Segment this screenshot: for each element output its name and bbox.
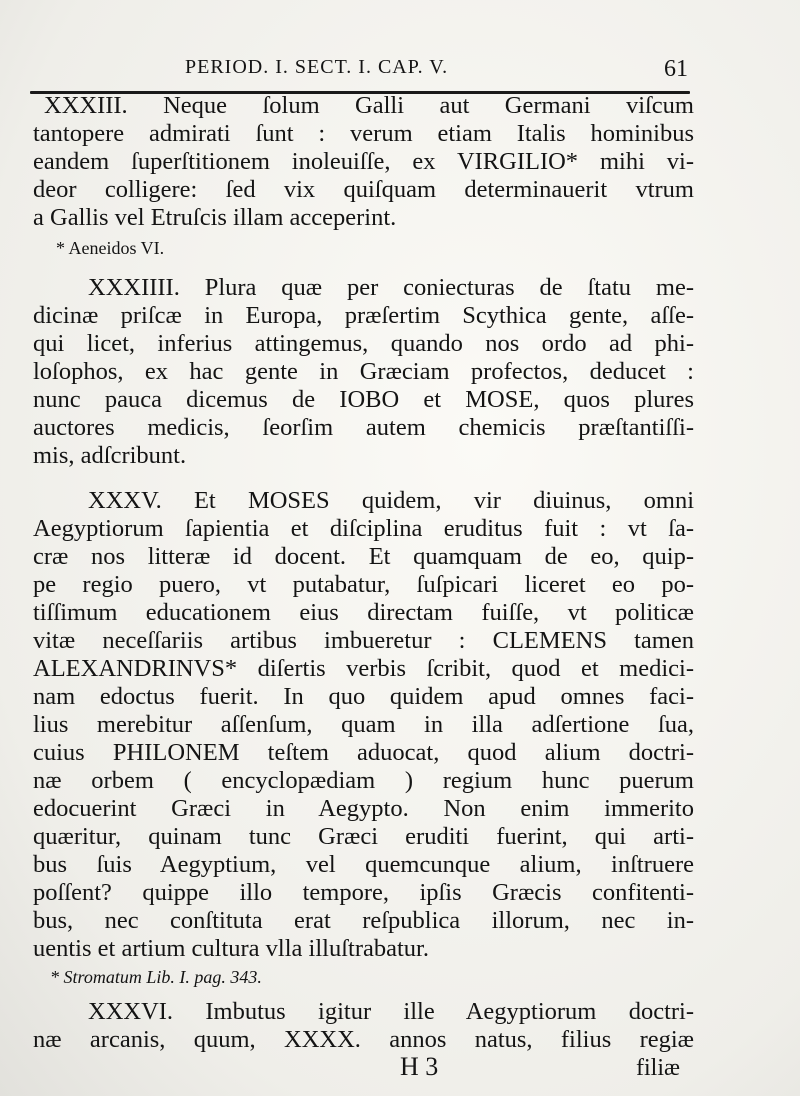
paragraph-34-line-5: nunc pauca dicemus de IOBO et MOSE, quos plures [33,386,694,413]
paragraph-35-line-14: bus ſuis Aegyptium, vel quemcunque alium, inſtruere [33,851,694,878]
paragraph-35-line-15: poſſent? quippe illo tempore, ipſis Græcis confitenti- [33,879,694,906]
paragraph-35-line-9: lius merebitur aſſenſum, quam in illa adſertione ſua, [33,711,694,738]
paragraph-34-line-3: qui licet, inferius attingemus, quando nos ordo ad phi- [33,330,694,357]
paragraph-35-line-1: XXXV. Et MOSES quidem, vir diuinus, omni [88,487,694,514]
paragraph-36-line-2: næ arcanis, quum, XXXX. annos natus, filius regiæ [33,1026,694,1053]
paragraph-33-line-3: eandem ſuperſtitionem inoleuiſſe, ex VIRGILIO* mihi vi- [33,148,694,175]
footnote-stromatum: * Stromatum Lib. I. pag. 343. [50,967,262,987]
paragraph-33-line-2: tantopere admirati ſunt : verum etiam Italis hominibus [33,120,694,147]
paragraph-35-line-13: quæritur, quinam tunc Græci eruditi fuerint, qui arti- [33,823,694,850]
paragraph-33-line-1: XXXIII. Neque ſolum Galli aut Germani viſcum [44,92,694,119]
catchword: filiæ [636,1055,681,1081]
paragraph-35-line-5: tiſſimum educationem eius directam fuiſſe, vt politicæ [33,599,694,626]
paragraph-34-line-1: XXXIIII. Plura quæ per coniecturas de ſtatu me- [88,274,694,301]
paragraph-35-line-17: uentis et artium cultura vlla illuſtrabatur. [33,935,429,962]
signature-mark: H 3 [400,1052,439,1081]
footnote-aeneidos: * Aeneidos VI. [56,238,165,258]
paragraph-35-line-2: Aegyptiorum ſapientia et diſciplina eruditus fuit : vt ſa- [33,515,694,542]
running-title: PERIOD. I. SECT. I. CAP. V. [185,56,449,78]
paragraph-35-line-16: bus, nec conſtituta erat reſpublica illorum, nec in- [33,907,694,934]
paragraph-34-line-7: mis, adſcribunt. [33,442,187,469]
paragraph-35-line-12: edocuerint Græci in Aegypto. Non enim immerito [33,795,694,822]
paragraph-34-line-4: loſophos, ex hac gente in Græciam profectos, deducet : [33,358,694,385]
paragraph-35-line-6: vitæ neceſſariis artibus imbueretur : CLEMENS tamen [33,627,694,654]
paragraph-36-line-1: XXXVI. Imbutus igitur ille Aegyptiorum doctri- [88,998,694,1025]
paragraph-34-line-2: dicinæ priſcæ in Europa, præſertim Scythica gente, aſſe- [33,302,694,329]
paragraph-35-line-3: cræ nos litteræ id docent. Et quamquam de eo, quip- [33,543,694,570]
paragraph-33-line-5: a Gallis vel Etruſcis illam acceperint. [33,204,397,231]
paragraph-34-line-6: auctores medicis, ſeorſim autem chemicis præſtantiſſi- [33,414,694,441]
page-number: 61 [664,56,688,82]
paragraph-35-line-7: ALEXANDRINVS* diſertis verbis ſcribit, quod et medici- [33,655,694,682]
paragraph-35-line-8: nam edoctus fuerit. In quo quidem apud omnes faci- [33,683,694,710]
paragraph-33-line-4: deor colligere: ſed vix quiſquam determinauerit vtrum [33,176,694,203]
paragraph-35-line-11: næ orbem ( encyclopædiam ) regium hunc puerum [33,767,694,794]
paragraph-35-line-10: cuius PHILONEM teſtem aduocat, quod alium doctri- [33,739,694,766]
paragraph-35-line-4: pe regio puero, vt putabatur, ſuſpicari liceret eo po- [33,571,694,598]
